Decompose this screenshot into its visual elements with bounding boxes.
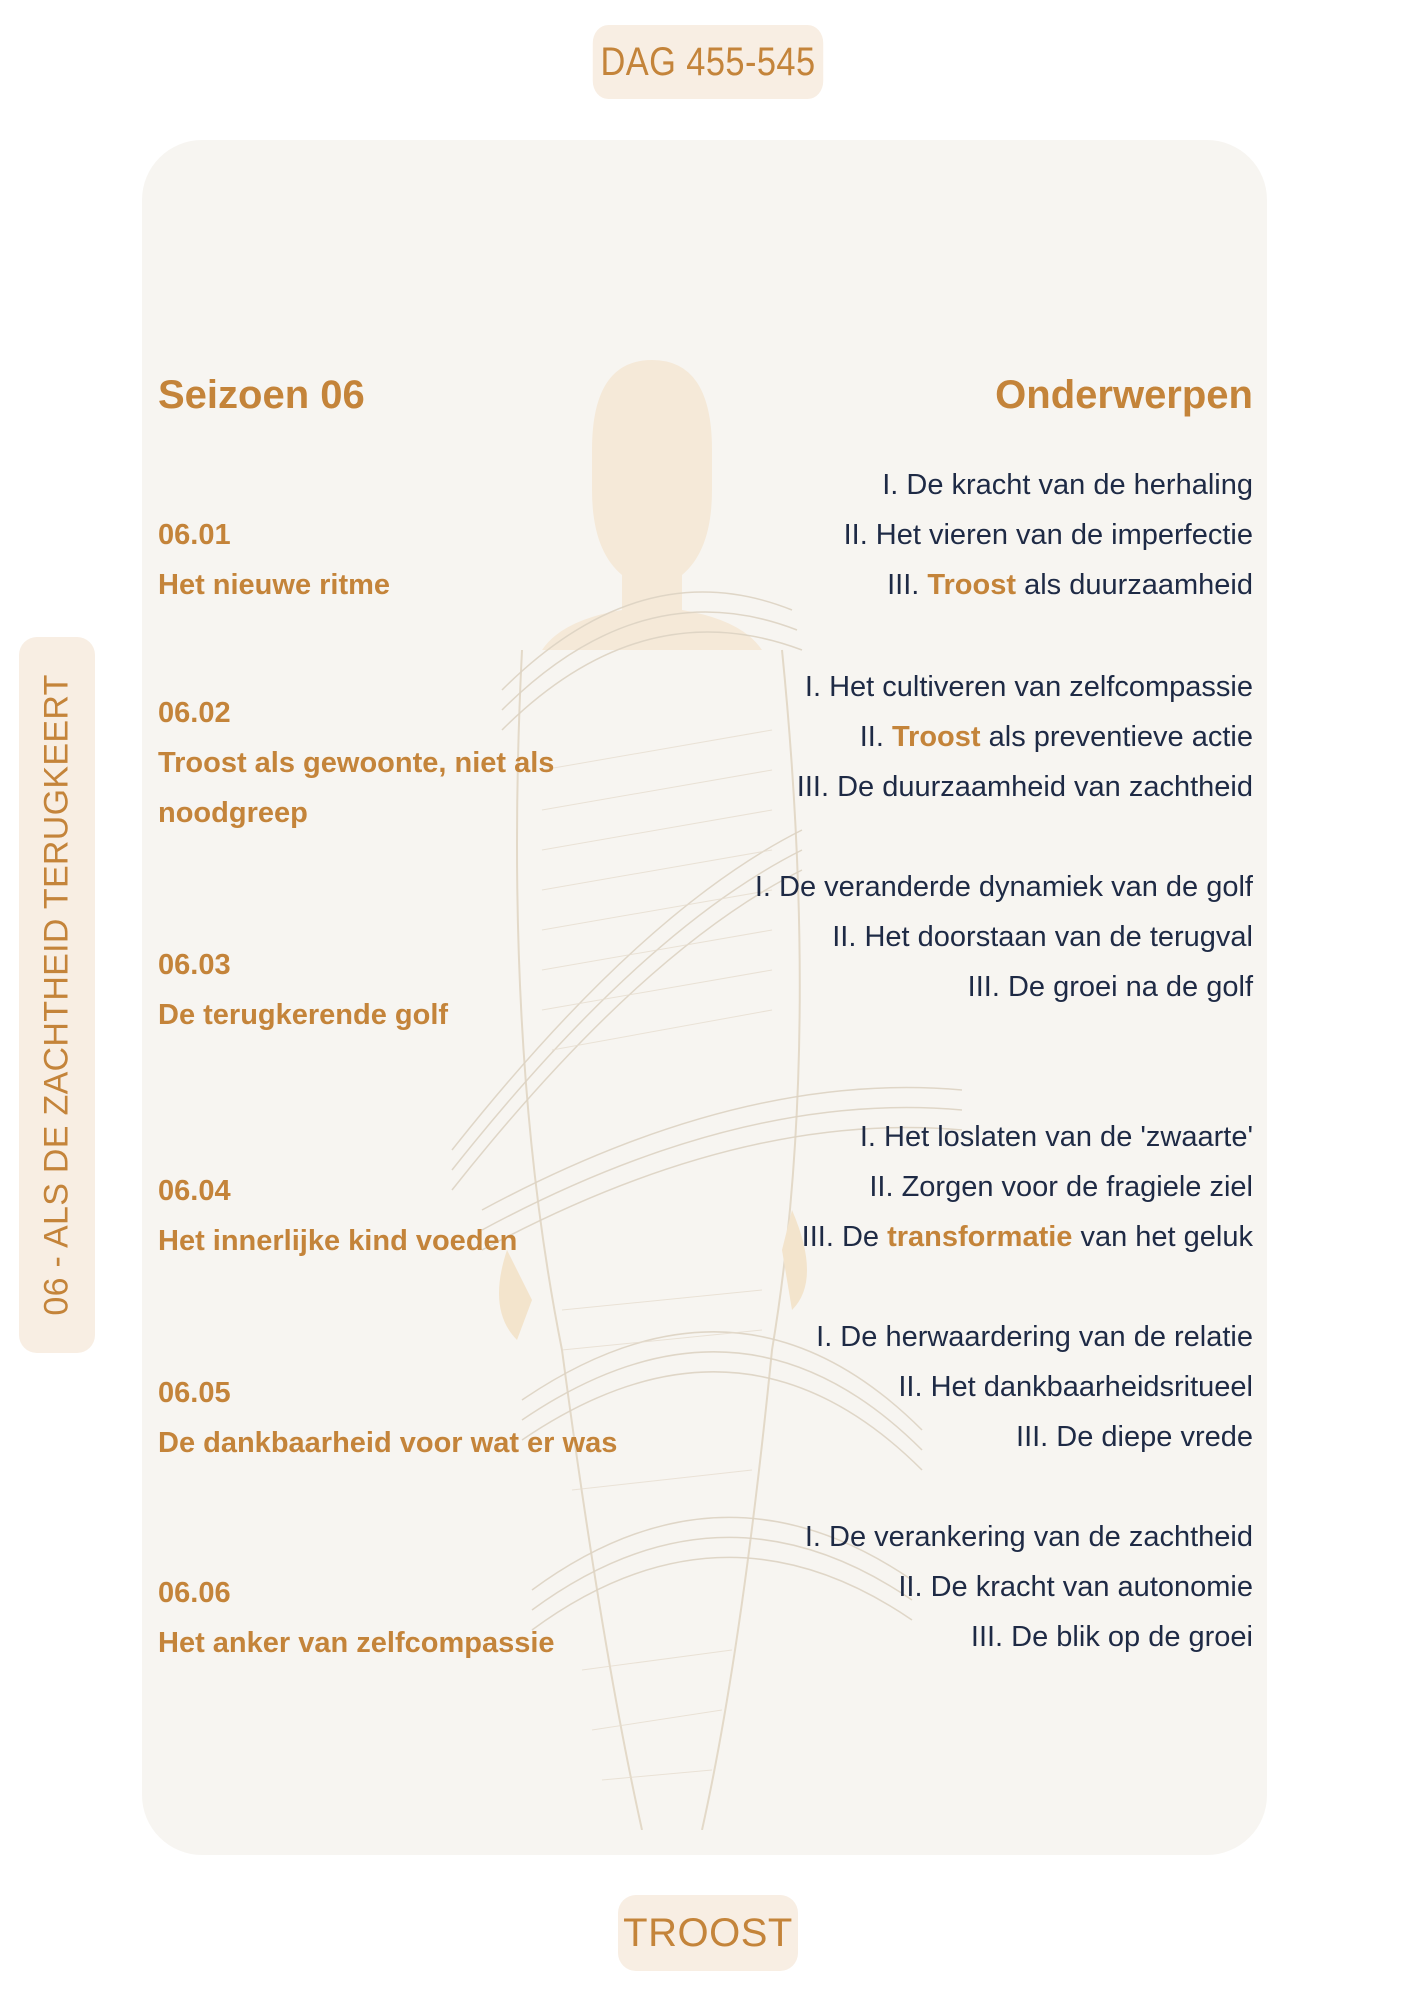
topic-line: III. De diepe vrede	[1016, 1421, 1253, 1453]
topic-line: II. Zorgen voor de fragiele ziel	[869, 1171, 1253, 1203]
topic-group	[673, 1512, 1253, 1662]
topics-heading: Onderwerpen	[995, 373, 1253, 417]
episode-item	[158, 1368, 718, 1468]
highlight-keyword: Troost	[891, 721, 981, 753]
episode-title: Het nieuwe ritme	[158, 569, 391, 601]
topic-line: III. De blik op de groei	[970, 1621, 1253, 1653]
episode-number: 06.06	[158, 1577, 231, 1609]
episode-number: 06.05	[158, 1377, 231, 1409]
topic-line: I. De verankering van de zachtheid	[804, 1521, 1253, 1553]
topic-line: II. Het doorstaan van de terugval	[832, 921, 1253, 953]
episode-title: De dankbaarheid voor wat er was	[158, 1427, 618, 1459]
topic-group	[673, 1112, 1253, 1262]
topic-group	[673, 1312, 1253, 1462]
day-range-label: DAG 455-545	[600, 39, 816, 84]
episode-item	[158, 688, 598, 838]
topics-column	[673, 360, 1253, 1653]
episode-title: De terugkerende golf	[158, 999, 449, 1031]
topic-line: I. De herwaardering van de relatie	[816, 1321, 1253, 1353]
episode-item	[158, 510, 718, 610]
episode-number: 06.01	[158, 519, 231, 551]
episode-title: Het innerlijke kind voeden	[158, 1225, 518, 1257]
episode-number: 06.04	[158, 1175, 231, 1207]
topic-line: III. De groei na de golf	[967, 971, 1253, 1003]
topic-line: III. De duurzaamheid van zachtheid	[796, 771, 1253, 803]
highlight-keyword: transformatie	[887, 1221, 1073, 1253]
topic-line: III. De transformatie van het geluk	[801, 1221, 1253, 1253]
topic-line: II. Het dankbaarheidsritueel	[898, 1371, 1253, 1403]
topic-line: II. Het vieren van de imperfectie	[843, 519, 1253, 551]
theme-badge	[618, 1895, 798, 1971]
episode-title: Troost als gewoonte, niet als noodgreep	[158, 747, 555, 829]
highlight-keyword: Troost	[927, 569, 1017, 601]
topic-line: III. Troost als duurzaamheid	[887, 569, 1253, 601]
episode-number: 06.02	[158, 697, 231, 729]
topic-line: I. De veranderde dynamiek van de golf	[754, 871, 1253, 903]
episode-item	[158, 940, 718, 1040]
season-heading: Seizoen 06	[158, 373, 365, 417]
theme-label: TROOST	[623, 1910, 793, 1955]
episode-item	[158, 1568, 718, 1668]
topic-line: I. De kracht van de herhaling	[882, 469, 1253, 501]
topic-line: II. Troost als preventieve actie	[859, 721, 1253, 753]
episode-number: 06.03	[158, 949, 231, 981]
episodes-column	[158, 360, 718, 1659]
day-range-badge	[593, 25, 823, 99]
topic-line: II. De kracht van autonomie	[898, 1571, 1253, 1603]
season-card	[142, 140, 1267, 1855]
topic-group	[673, 460, 1253, 610]
episode-title: Het anker van zelfcompassie	[158, 1627, 555, 1659]
topic-line: I. Het cultiveren van zelfcompassie	[804, 671, 1253, 703]
season-side-text: 06 - ALS DE ZACHTHEID TERUGKEERT	[37, 674, 76, 1316]
topic-group	[673, 662, 1253, 812]
episode-item	[158, 1166, 718, 1266]
season-side-label	[19, 637, 95, 1353]
topic-group	[753, 862, 1253, 1012]
topic-line: I. Het loslaten van de 'zwaarte'	[859, 1121, 1253, 1153]
